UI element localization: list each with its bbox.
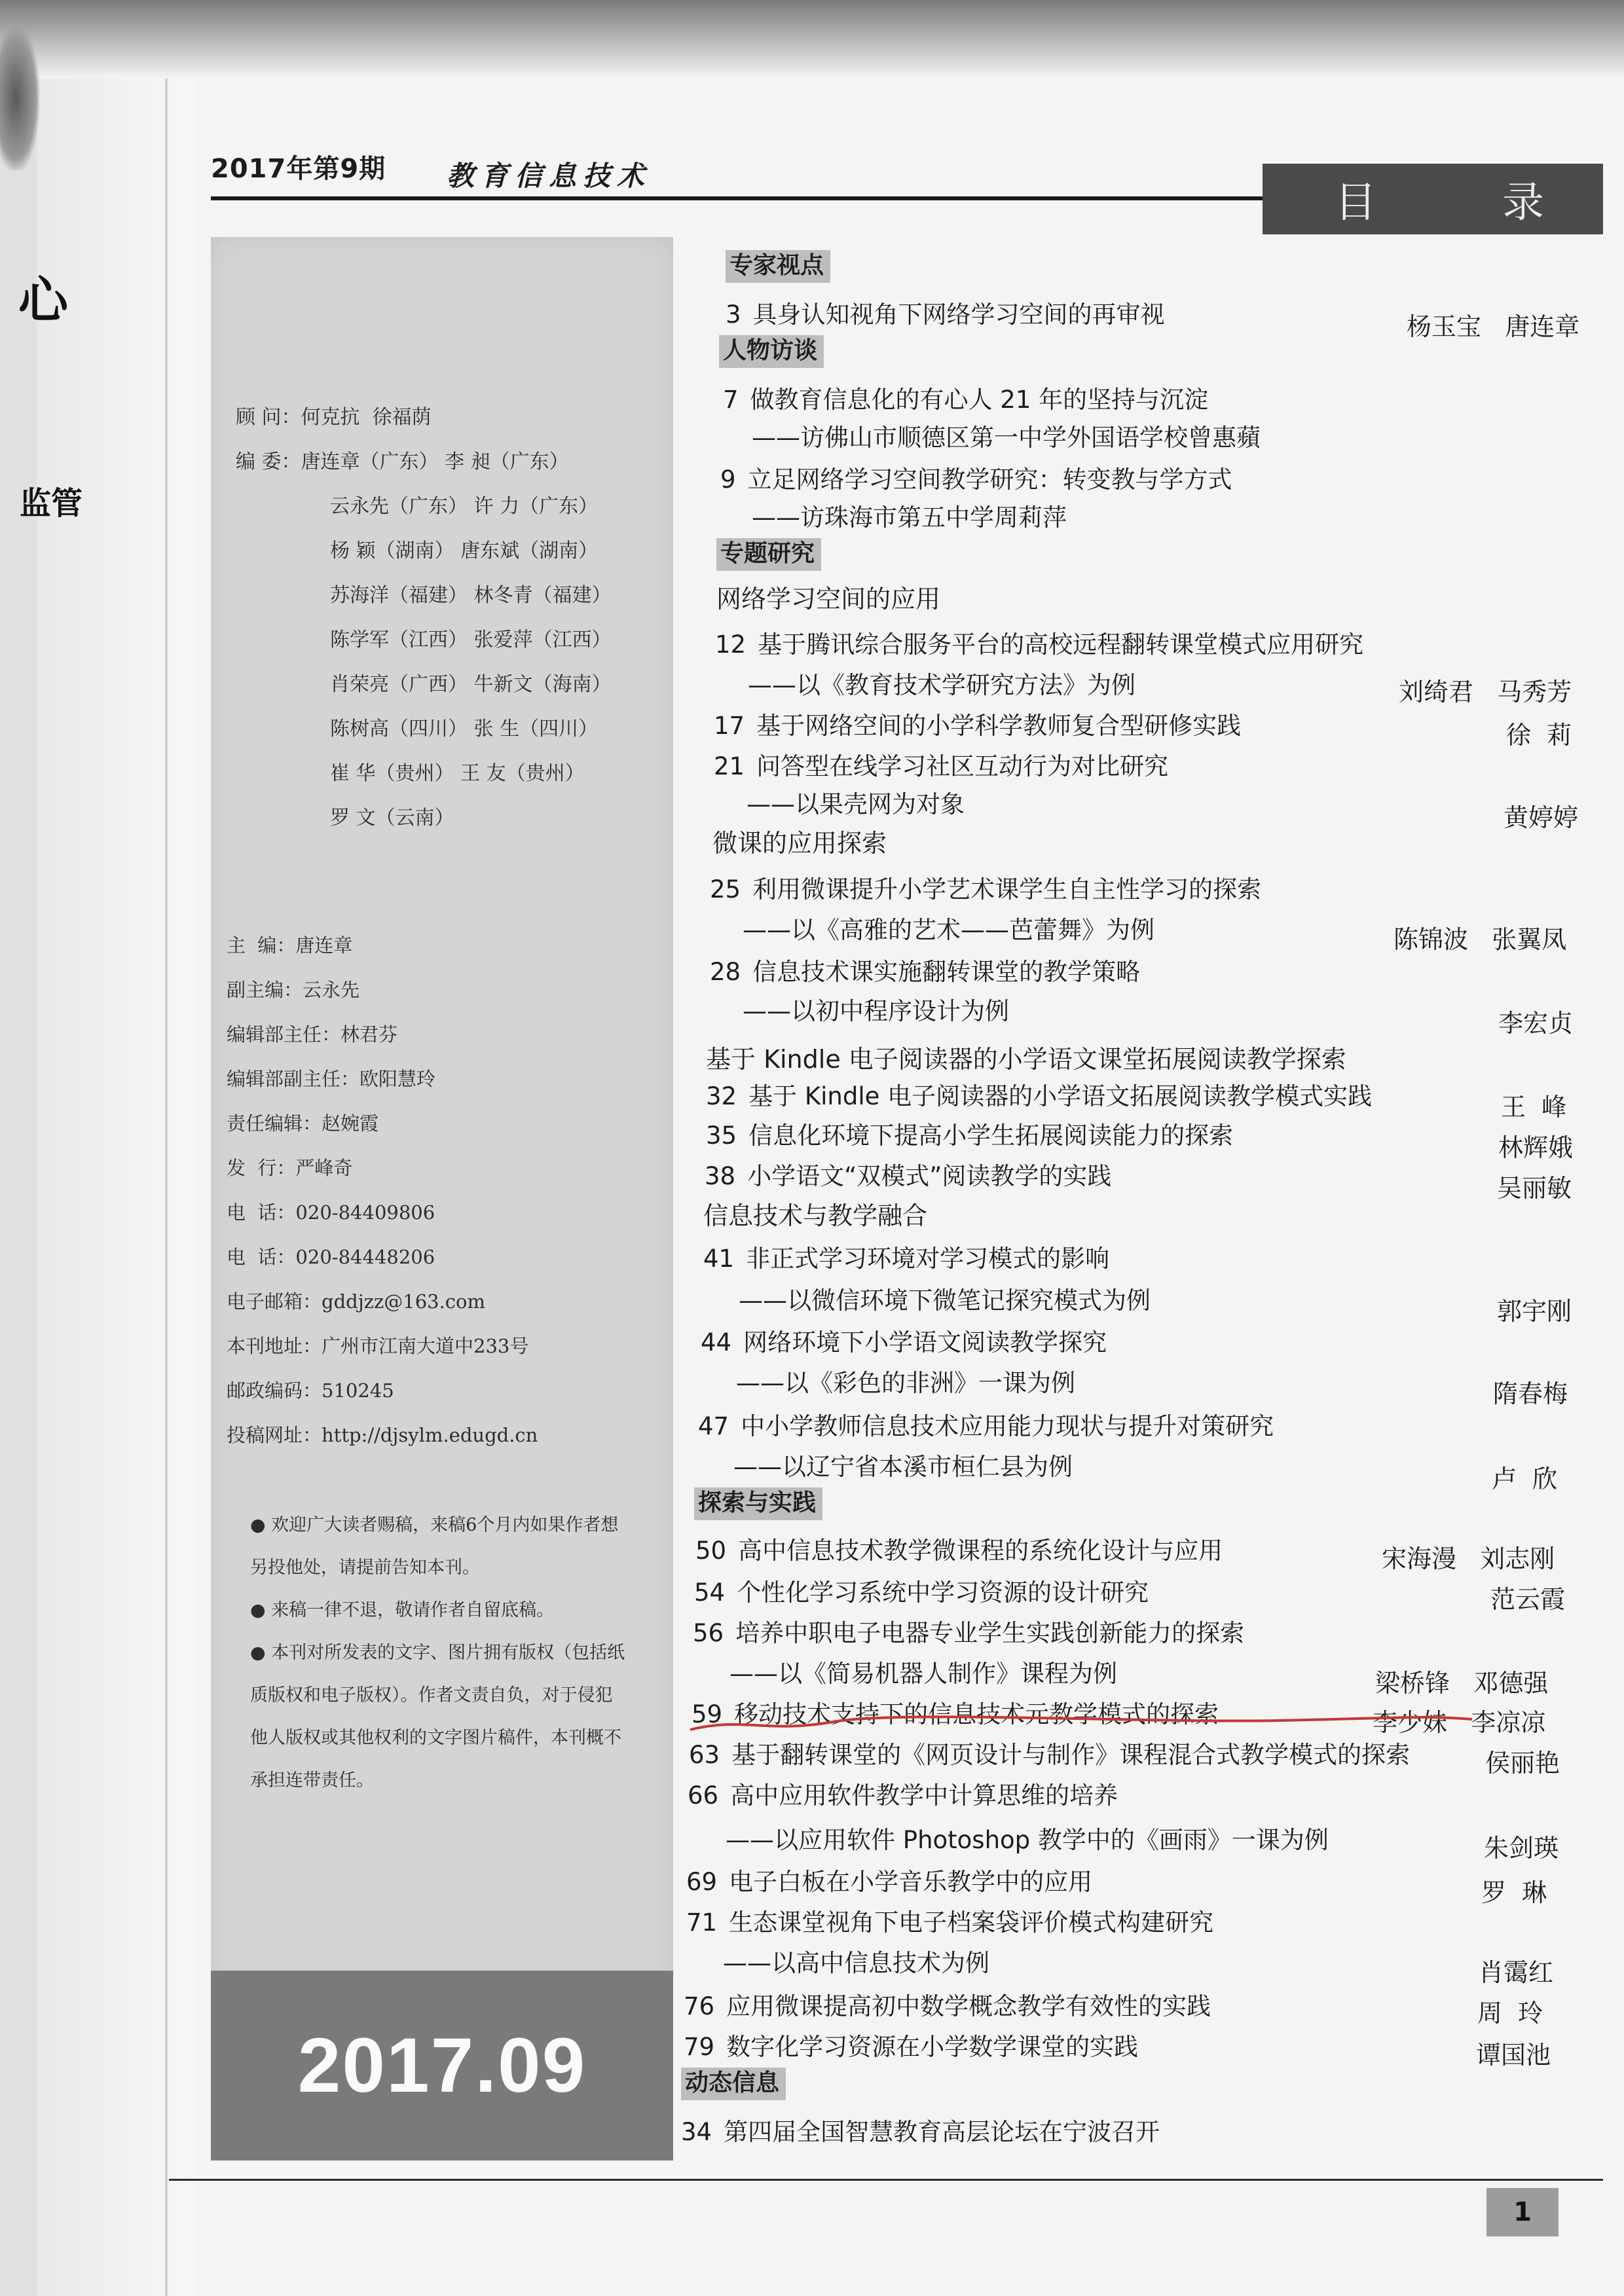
contact-line: 副主编：云永先 [227, 979, 360, 1001]
category-exploration: 探索与实践 [694, 1487, 822, 1520]
toc-entry[interactable]: 69 电子白板在小学音乐教学中的应用 [686, 1868, 1093, 1896]
footer-rule [169, 2179, 1603, 2181]
toc-entry[interactable]: 56 培养中职电子电器专业学生实践创新能力的探索 [693, 1619, 1245, 1647]
toc-entry[interactable]: 12 基于腾讯综合服务平台的高校远程翻转课堂模式应用研究 [715, 630, 1364, 659]
toc-author: 林辉娥 [1498, 1133, 1574, 1162]
staff-line: 罗 文（云南） [330, 807, 454, 829]
toc-entry[interactable]: 63 基于翻转课堂的《网页设计与制作》课程混合式教学模式的探索 [689, 1741, 1411, 1769]
toc-author: 梁桥锋 邓德强 [1375, 1669, 1549, 1698]
toc-subtitle: ——访佛山市顺德区第一中学外国语学校曾惠蘋 [752, 424, 1261, 452]
staff-line: 陈学军（江西） 张爱萍（江西） [330, 629, 612, 651]
toc-banner [1263, 164, 1603, 234]
notice-paragraph: ● 本刊对所发表的文字、图片拥有版权（包括纸质版权和电子版权）。作者文责自负，对于侵犯他人版权或其他权利的文字图片稿件，本刊概不承担连带责任。 [250, 1643, 625, 1791]
contact-line: 本刊地址：广州市江南大道中233号 [227, 1335, 529, 1357]
category-interview: 人物访谈 [719, 335, 824, 368]
previous-page-edge [37, 0, 194, 2296]
toc-author: 刘绮君 马秀芳 [1399, 678, 1572, 706]
staff-line: 顾 问：何克抗 徐福荫 [236, 406, 432, 429]
toc-banner-char-1: 目 [1335, 179, 1376, 227]
contact-line: 编辑部副主任：欧阳慧玲 [227, 1068, 436, 1090]
masthead-panel [211, 237, 673, 2160]
journal-title: 教育信息技术 [447, 160, 652, 192]
staff-line: 杨 颖（湖南） 唐东斌（湖南） [330, 539, 599, 562]
toc-entry[interactable]: 9 立足网络学习空间教学研究：转变教与学方式 [720, 465, 1232, 494]
toc-entry[interactable]: 54 个性化学习系统中学习资源的设计研究 [694, 1578, 1149, 1607]
category-news: 动态信息 [681, 2068, 786, 2100]
toc-banner-char-2: 录 [1502, 179, 1544, 227]
toc-entry[interactable]: 21 问答型在线学习社区互动行为对比研究 [714, 752, 1169, 780]
toc-subtitle: ——以《教育技术学研究方法》为例 [748, 671, 1135, 699]
contact-line: 电 话：020-84448206 [227, 1246, 435, 1268]
staff-line: 陈树高（四川） 张 生（四川） [330, 718, 599, 740]
toc-author: 谭国池 [1476, 2041, 1551, 2069]
toc-entry[interactable]: 50 高中信息技术教学微课程的系统化设计与应用 [695, 1537, 1223, 1565]
toc-author: 宋海漫 刘志刚 [1382, 1544, 1555, 1573]
red-pen-underline [689, 1714, 1475, 1736]
header-rule [211, 196, 1298, 200]
toc-entry[interactable]: 34 第四届全国智慧教育高层论坛在宁波召开 [681, 2118, 1160, 2146]
toc-subtitle: ——以《高雅的艺术——芭蕾舞》为例 [743, 916, 1154, 944]
toc-author: 肖霭红 [1479, 1958, 1554, 1987]
staff-line: 崔 华（贵州） 王 友（贵州） [330, 762, 585, 785]
toc-author: 黄婷婷 [1504, 803, 1579, 832]
toc-entry[interactable]: 47 中小学教师信息技术应用能力现状与提升对策研究 [698, 1412, 1274, 1440]
toc-entry[interactable]: 79 数字化学习资源在小学数学课堂的实践 [684, 2033, 1139, 2061]
toc-entry[interactable]: 25 利用微课提升小学艺术课学生自主性学习的探索 [710, 875, 1262, 903]
toc-entry[interactable]: 7 做教育信息化的有心人 21 年的坚持与沉淀 [723, 386, 1209, 414]
category-special-topic: 专题研究 [716, 538, 821, 571]
page-number: 1 [1513, 2197, 1532, 2227]
toc-entry[interactable]: 3 具身认知视角下网络学习空间的再审视 [726, 301, 1165, 329]
notice-paragraph: ● 来稿一律不退，敬请作者自留底稿。 [250, 1600, 555, 1620]
edge-text-mid: 监管 [20, 485, 83, 522]
toc-entry-highlighted[interactable]: 59 移动技术支持下的信息技术元教学模式的探索 [692, 1700, 1219, 1728]
toc-subtitle: ——以微信环境下微笔记探究模式为例 [739, 1286, 1151, 1315]
toc-entry[interactable]: 41 非正式学习环境对学习模式的影响 [703, 1245, 1110, 1273]
toc-author: 范云霞 [1490, 1585, 1566, 1614]
contact-line: 电 话：020-84409806 [227, 1201, 435, 1224]
contact-line: 编辑部主任：林君芬 [227, 1023, 398, 1046]
toc-subtitle: ——以果壳网为对象 [747, 790, 965, 818]
scan-smudge [0, 26, 39, 170]
toc-author: 吴丽敏 [1497, 1174, 1572, 1203]
toc-subtitle: ——以辽宁省本溪市桓仁县为例 [733, 1453, 1073, 1481]
staff-line: 肖荣亮（广西） 牛新文（海南） [330, 673, 612, 696]
toc-entry[interactable]: 38 小学语文“双模式”阅读教学的实践 [705, 1162, 1112, 1190]
toc-author: 罗 琳 [1481, 1878, 1547, 1907]
subsection-heading: 信息技术与教学融合 [703, 1201, 928, 1230]
staff-line: 云永先（广东） 许 力（广东） [330, 495, 599, 518]
toc-author: 陈锦波 张翼凤 [1393, 925, 1567, 954]
toc-entry[interactable]: 17 基于网络空间的小学科学教师复合型研修实践 [714, 712, 1242, 740]
subsection-heading: 基于 Kindle 电子阅读器的小学语文课堂拓展阅读教学探索 [706, 1045, 1346, 1074]
toc-entry[interactable]: 44 网络环境下小学语文阅读教学探究 [701, 1328, 1107, 1357]
toc-author: 李少妹 李凉凉 [1373, 1708, 1546, 1737]
toc-author: 周 玲 [1477, 1999, 1543, 2028]
toc-author: 徐 莉 [1506, 721, 1572, 750]
contact-line: 主 编：唐连章 [227, 934, 353, 957]
page-number-box [1486, 2188, 1559, 2236]
toc-subtitle: ——以《简易机器人制作》课程为例 [729, 1660, 1117, 1688]
toc-author: 王 峰 [1501, 1093, 1567, 1121]
toc-entry[interactable]: 66 高中应用软件教学中计算思维的培养 [688, 1781, 1118, 1810]
toc-subtitle: ——访珠海市第五中学周莉萍 [752, 503, 1067, 532]
toc-entry[interactable]: 35 信息化环境下提高小学生拓展阅读能力的探索 [706, 1121, 1234, 1150]
edge-text-top: 心 [18, 271, 68, 329]
toc-author: 隋春梅 [1493, 1379, 1568, 1408]
toc-subtitle: ——以高中信息技术为例 [723, 1949, 989, 1977]
toc-author: 李宏贞 [1498, 1009, 1574, 1038]
toc-author: 侯丽艳 [1485, 1749, 1560, 1777]
scan-left-margin [0, 0, 37, 2296]
contact-line: 邮政编码：510245 [227, 1379, 394, 1402]
scan-top-shadow [0, 0, 1624, 79]
subsection-heading: 微课的应用探索 [712, 829, 887, 858]
toc-author: 朱剑瑛 [1484, 1834, 1559, 1863]
toc-entry[interactable]: 28 信息技术课实施翻转课堂的教学策略 [710, 958, 1141, 986]
staff-line: 编 委：唐连章（广东） 李 昶（广东） [236, 450, 569, 473]
issue-label: 2017年第9期 [211, 154, 386, 184]
contact-line: 投稿网址：http://djsylm.edugd.cn [227, 1424, 538, 1446]
binding-line [165, 0, 168, 2296]
subsection-heading: 网络学习空间的应用 [716, 585, 941, 613]
toc-subtitle: ——以《彩色的非洲》一课为例 [736, 1369, 1075, 1397]
notice-paragraph: ● 欢迎广大读者赐稿，来稿6个月内如果作者想另投他处，请提前告知本刊。 [250, 1515, 619, 1578]
toc-entry[interactable]: 32 基于 Kindle 电子阅读器的小学语文拓展阅读教学模式实践 [706, 1082, 1373, 1110]
toc-entry[interactable]: 71 生态课堂视角下电子档案袋评价模式构建研究 [686, 1908, 1214, 1937]
toc-author: 郭宇刚 [1497, 1297, 1572, 1326]
contact-line: 电子邮箱：gddjzz@163.com [227, 1290, 486, 1313]
toc-subtitle: ——以初中程序设计为例 [743, 997, 1009, 1025]
toc-author: 杨玉宝 唐连章 [1407, 312, 1580, 341]
category-expert-view: 专家视点 [726, 250, 830, 283]
year-block [211, 1971, 673, 2160]
contact-line: 责任编辑：赵婉霞 [227, 1112, 379, 1135]
year-label: 2017.09 [297, 2022, 587, 2109]
toc-entry[interactable]: 76 应用微课提高初中数学概念教学有效性的实践 [684, 1992, 1211, 2020]
toc-author: 卢 欣 [1492, 1465, 1558, 1493]
staff-line: 苏海洋（福建） 林冬青（福建） [330, 584, 612, 607]
contact-line: 发 行：严峰奇 [227, 1157, 353, 1179]
toc-subtitle: ——以应用软件 Photoshop 教学中的《画雨》一课为例 [726, 1826, 1329, 1854]
